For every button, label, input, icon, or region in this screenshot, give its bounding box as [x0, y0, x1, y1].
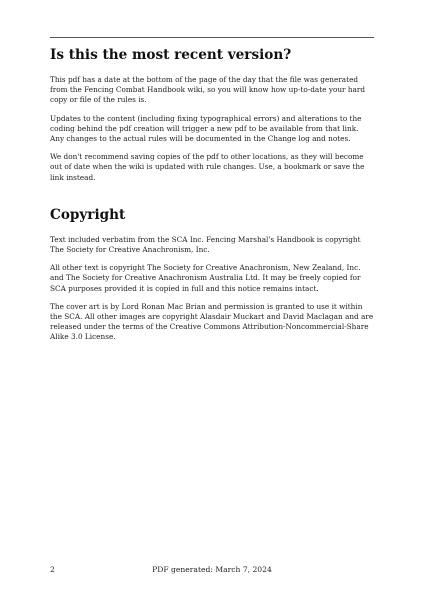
paragraph: We don't recommend saving copies of the pdf to other locations, as they will become out of date when the wiki is updated with rule changes. Use, a bookmark or save the link instead.	[50, 152, 365, 182]
paragraph: All other text is copyright The Society for Creative Anachronism, New Zealand, Inc. and The Society for Creative Anachronism Australia Ltd. It may be freely copied for SCA purposes provided it is copied in full and this notice remains intact.	[50, 263, 361, 293]
page-content	[50, 46, 374, 351]
section-copyright	[50, 206, 374, 343]
section-heading: Is this the most recent version?	[50, 47, 292, 63]
section-heading: Copyright	[50, 206, 126, 223]
page-footer	[50, 565, 374, 575]
section-recent-version	[50, 46, 374, 183]
paragraph: This pdf has a date at the bottom of the page of the day that the file was generated from the Fencing Combat Handbook wiki, so you will know how up-to-date your hard copy or file of the rules is.	[50, 75, 366, 105]
page-number: 2	[50, 565, 55, 574]
paragraph: Text included verbatim from the SCA Inc. Fencing Marshal's Handbook is copyright The Society for Creative Anachronism, Inc.	[50, 234, 361, 255]
header-rule	[50, 37, 374, 38]
paragraph: Updates to the content (including fixing typographical errors) and alterations to the coding behind the pdf creation will trigger a new pdf to be available from that link. Any changes to the actual rules will be documented in the Change log and notes.	[50, 113, 362, 144]
paragraph: The cover art is by Lord Ronan Mac Brian and permission is granted to use it within the SCA. All other images are copyright Alasdair Muckart and David Maclagan and are released under the terms of the Creative Commons Attribution-Noncommercial-Share Alike 3.0 License.	[50, 301, 374, 342]
generated-date: PDF generated: March 7, 2024	[152, 565, 272, 574]
